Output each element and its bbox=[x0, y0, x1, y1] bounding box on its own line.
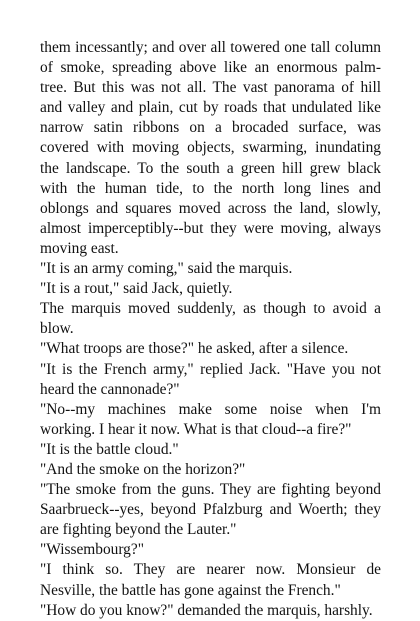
paragraph-marquis-moved: The marquis moved suddenly, as though to avoid a blow. bbox=[40, 300, 381, 338]
paragraph-smoke-horizon: "And the smoke on the horizon?" bbox=[40, 460, 246, 478]
paragraph-how-do-you-know: "How do you know?" demanded the marquis, harshly. bbox=[40, 601, 373, 619]
paragraph-army-coming: "It is an army coming," said the marquis. bbox=[40, 260, 293, 278]
paragraph-rout: "It is a rout," said Jack, quietly. bbox=[40, 280, 233, 298]
paragraph-what-troops: "What troops are those?" he asked, after a silence. bbox=[40, 340, 349, 358]
paragraph-panorama: them incessantly; and over all towered one tall column of smoke, spreading above like an enormous palm-tree. But this was not all. The vast panorama of hill and valley and plain, cut by roads that undulated like narrow satin ribbons on a brocaded surface, was covered with moving objects, swarming, inundating the landscape. To the south a green hill grew black with the human tide, to the north long lines and oblongs and squares moved across the land, slowly, almost imperceptibly--but they were moving, always moving east. bbox=[40, 39, 381, 257]
paragraph-nearer-now: "I think so. They are nearer now. Monsieur de Nesville, the battle has gone against the French." bbox=[40, 561, 381, 599]
paragraph-wissembourg: "Wissembourg?" bbox=[40, 541, 144, 559]
book-page bbox=[40, 38, 381, 621]
paragraph-smoke-guns: "The smoke from the guns. They are fighting beyond Saarbrueck--yes, beyond Pfalzburg and Woerth; they are fighting beyond the Lauter." bbox=[40, 481, 381, 539]
paragraph-machines-noise: "No--my machines make some noise when I'm working. I hear it now. What is that cloud--a fire?" bbox=[40, 400, 381, 438]
paragraph-battle-cloud: "It is the battle cloud." bbox=[40, 440, 179, 458]
paragraph-french-army: "It is the French army," replied Jack. "Have you not heard the cannonade?" bbox=[40, 360, 381, 398]
